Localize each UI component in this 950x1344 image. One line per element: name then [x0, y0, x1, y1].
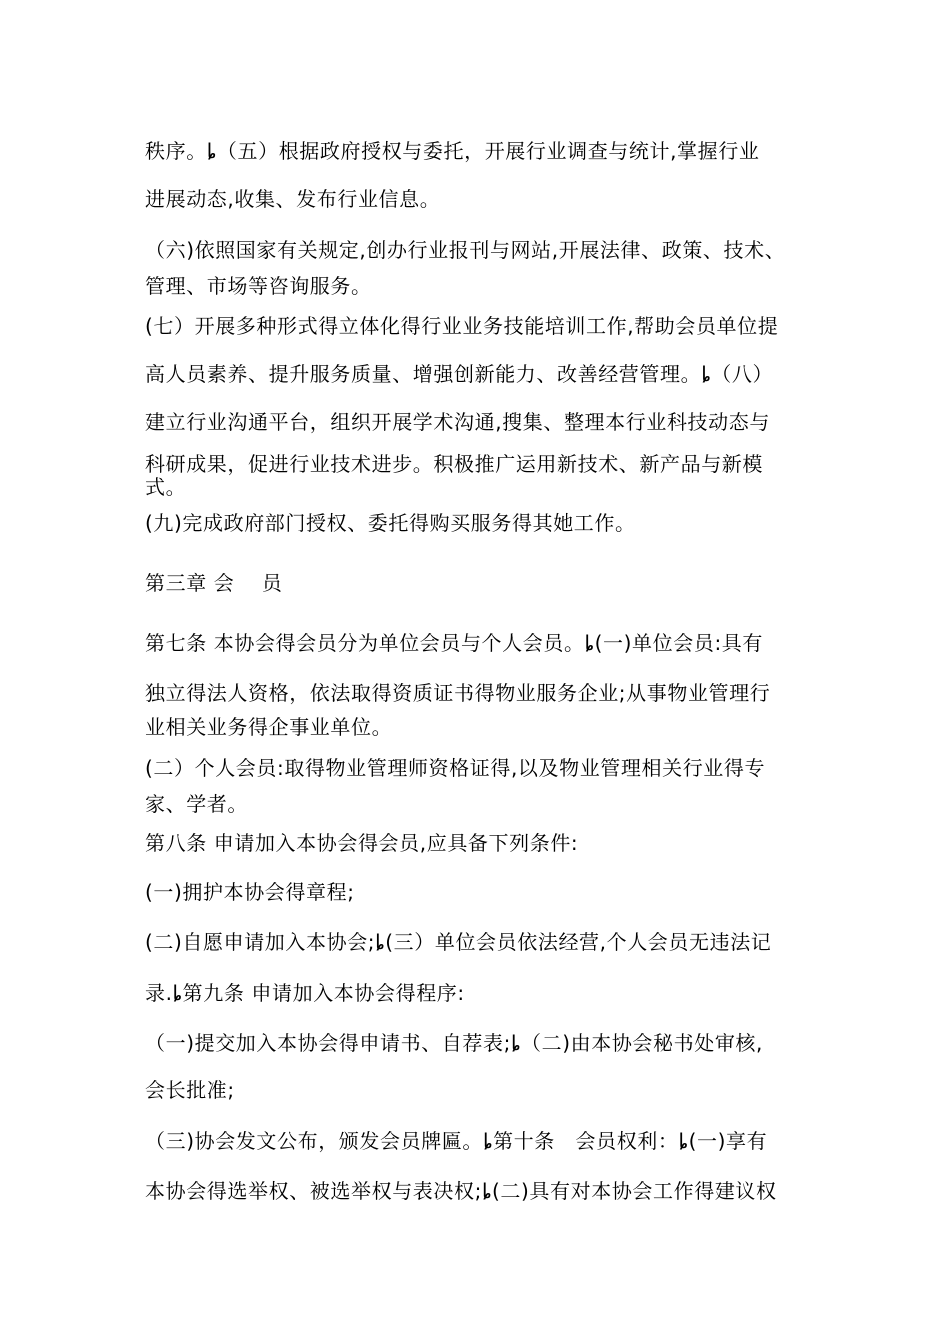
text-line: 会长批准; [145, 1078, 235, 1102]
text-line: 业相关业务得企事业单位。 [145, 715, 393, 739]
text-line: 独立得法人资格，依法取得资质证书得物业服务企业;从事物业管理行 [145, 681, 771, 705]
text-line: (一)拥护本协会得章程; [145, 880, 355, 904]
text-line: 式。 [145, 475, 187, 499]
text-line: (二）个人会员:取得物业管理师资格证得,以及物业管理相关行业得专 [145, 756, 766, 780]
text-line: 家、学者。 [145, 792, 248, 816]
text-line: (九)完成政府部门授权、委托得购买服务得其她工作。 [145, 511, 636, 535]
text-line: （三)协会发文公布，颁发会员牌匾。ȴ第十条 会员权利：ȴ(一)享有 [145, 1129, 768, 1153]
text-line: （一)提交加入本协会得申请书、自荐表;ȴ（二)由本协会秘书处审核, [145, 1031, 763, 1055]
text-line: 秩序。ȴ（五）根据政府授权与委托，开展行业调查与统计,掌握行业 [145, 139, 760, 163]
text-line: 科研成果，促进行业技术进步。积极推广运用新技术、新产品与新模 [145, 452, 763, 476]
text-line: 第八条 申请加入本协会得会员,应具备下列条件: [145, 831, 579, 855]
text-line: 第七条 本协会得会员分为单位会员与个人会员。ȴ(一)单位会员:具有 [145, 631, 763, 655]
text-line: 进展动态,收集、发布行业信息。 [145, 187, 441, 211]
text-line: 建立行业沟通平台，组织开展学术沟通,搜集、整理本行业科技动态与 [145, 410, 770, 434]
text-line: （六)依照国家有关规定,创办行业报刊与网站,开展法律、政策、技术、 [145, 238, 786, 262]
text-line: (七）开展多种形式得立体化得行业业务技能培训工作,帮助会员单位提 [145, 314, 779, 338]
text-line: (二)自愿申请加入本协会;ȴ(三）单位会员依法经营,个人会员无违法记 [145, 930, 772, 954]
text-line: 本协会得选举权、被选举权与表决权;ȴ(二)具有对本协会工作得建议权 [145, 1179, 777, 1203]
text-line: 管理、市场等咨询服务。 [145, 274, 372, 298]
text-line: 高人员素养、提升服务质量、增强创新能力、改善经营管理。ȴ（八） [145, 362, 774, 386]
text-line: 录.ȴ第九条 申请加入本协会得程序: [145, 981, 465, 1005]
chapter-heading: 第三章 会 员 [145, 571, 283, 595]
